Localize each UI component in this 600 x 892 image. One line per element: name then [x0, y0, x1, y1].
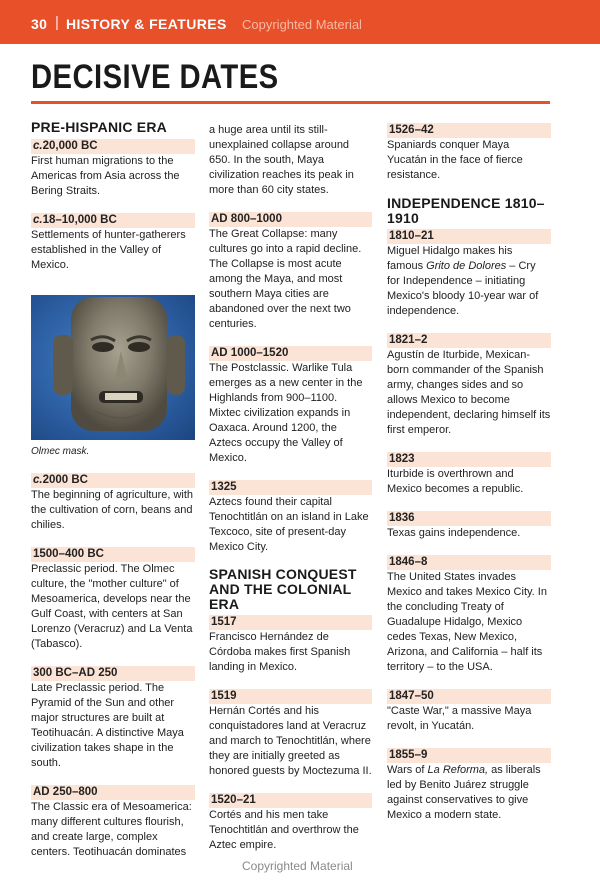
era-heading-independence: INDEPENDENCE 1810–1910: [387, 195, 545, 226]
entry-date-text: 18–10,000 BC: [42, 214, 117, 226]
entry-description: Francisco Hernández de Córdoba makes first Spanish landing in Mexico.: [209, 631, 351, 673]
entry-description-italic: Grito de Dolores: [426, 260, 507, 272]
olmec-mask-photo: [31, 295, 195, 440]
entry-date-text: 2000 BC: [42, 474, 88, 486]
timeline-entry: [387, 452, 551, 497]
watermark-top: Copyrighted Material: [242, 17, 362, 32]
entry-description: Preclassic period. The Olmec culture, the "mother culture" of Mesoamerica, develops near the Gulf Coast, with centers at San Lorenzo (Veracruz) and La Venta (Tabasco).: [31, 563, 193, 650]
entry-date: c.2000 BC: [31, 473, 195, 488]
entry-date: 1520–21: [209, 793, 372, 808]
entry-description: Spaniards conquer Maya Yucatán in the face of fierce resistance.: [387, 139, 523, 181]
entry-date: 1823: [387, 452, 551, 467]
timeline-entry: [387, 229, 551, 319]
entry-description-text: Wars of: [387, 764, 428, 776]
title-rule: [31, 101, 550, 104]
header-separator: |: [55, 14, 59, 31]
entry-date: 1821–2: [387, 333, 551, 348]
timeline-entry: [209, 615, 372, 675]
timeline-entry: [387, 748, 551, 823]
entry-date: 1847–50: [387, 689, 551, 704]
entry-date-text: 20,000 BC: [42, 140, 98, 152]
entry-description-text: as liberals led by Benito Juárez struggle against conservatives to give Mexico a modern state.: [387, 764, 541, 821]
timeline-entry: [387, 511, 551, 541]
entry-description: [387, 763, 551, 823]
timeline-entry: [31, 666, 195, 771]
page-title: DECISIVE DATES: [31, 58, 279, 96]
timeline-entry: [209, 212, 372, 332]
entry-description-italic: La Reforma,: [427, 764, 489, 776]
entry-description: Aztecs found their capital Tenochtitlán on an island in Lake Texcoco, site of present-day Mexico City.: [209, 496, 369, 553]
entry-description: "Caste War," a massive Maya revolt, in Yucatán.: [387, 705, 532, 732]
entry-date: 1846–8: [387, 555, 551, 570]
timeline-entry: [209, 480, 372, 555]
timeline-entry: [31, 473, 195, 533]
entry-date: AD 250–800: [31, 785, 195, 800]
entry-description: Texas gains independence.: [387, 527, 521, 539]
entry-date: 1519: [209, 689, 372, 704]
entry-date: 1855–9: [387, 748, 551, 763]
entry-date: AD 800–1000: [209, 212, 372, 227]
entry-date: AD 1000–1520: [209, 346, 372, 361]
timeline-entry: [209, 793, 372, 853]
entry-date: 1517: [209, 615, 372, 630]
timeline-entry: [387, 555, 551, 675]
timeline-entry: [209, 346, 372, 466]
entry-description: First human migrations to the Americas from Asia across the Bering Straits.: [31, 155, 180, 197]
page-number: 30: [31, 16, 48, 32]
entry-description: The Classic era of Mesoamerica: many different cultures flourish, and create large, complex centers. Teotihuacán dominates: [31, 801, 192, 858]
timeline-entry: [387, 333, 551, 438]
entry-date: c.18–10,000 BC: [31, 213, 195, 228]
entry-description: Iturbide is overthrown and Mexico becomes a republic.: [387, 468, 524, 495]
entry-description: Agustín de Iturbide, Mexican-born commander of the Spanish army, changes sides and so allows Mexico to become independent, declaring himself its first emperor.: [387, 349, 551, 436]
entry-date: 1500–400 BC: [31, 547, 195, 562]
entry-date: 1526–42: [387, 123, 551, 138]
era-heading-spanish-conquest: SPANISH CONQUEST AND THE COLONIAL ERA: [209, 566, 357, 612]
entry-description: Late Preclassic period. The Pyramid of the Sun and other major structures are built at Teotihuacán. A distinctive Maya civilization takes shape in the south.: [31, 682, 184, 769]
entry-description: Hernán Cortés and his conquistadores land at Veracruz and march to Tenochtitlán, where they are initially greeted as honored guests by Moctezuma II.: [209, 705, 372, 777]
entry-description: Cortés and his men take Tenochtitlán and overthrow the Aztec empire.: [209, 809, 359, 851]
timeline-entry: [31, 785, 195, 860]
entry-description: The beginning of agriculture, with the cultivation of corn, beans and chilies.: [31, 489, 194, 531]
section-title: HISTORY & FEATURES: [66, 16, 227, 32]
timeline-entry: [31, 139, 195, 199]
entry-date: 1810–21: [387, 229, 551, 244]
era-heading-pre-hispanic: PRE-HISPANIC ERA: [31, 119, 167, 135]
timeline-entry: [31, 547, 195, 652]
column-3: [387, 120, 551, 823]
timeline-entry: [387, 123, 551, 183]
entry-description-text: – Cry for Independence – initiating Mexico's bloody 10-year war of independence.: [387, 260, 539, 317]
entry-description-text: Miguel Hidalgo makes his famous: [387, 245, 513, 272]
entry-description: [387, 244, 551, 319]
timeline-entry: [209, 689, 372, 779]
watermark-bottom: Copyrighted Material: [242, 859, 353, 873]
entry-date: c.20,000 BC: [31, 139, 195, 154]
column-1: [31, 120, 195, 860]
entry-description: The Great Collapse: many cultures go into a rapid decline. The Collapse is most acute among the Maya, and most southern Maya cities are abandoned over the next two centuries.: [209, 228, 362, 330]
entry-date: 1325: [209, 480, 372, 495]
entry-description: The Postclassic. Warlike Tula emerges as a new center in the Highlands from 900–1100. Mixtec civilization expands in Oaxaca. Around 1200, the Aztecs occupy the Valley of Mexico.: [209, 362, 363, 464]
entry-description: The United States invades Mexico and takes Mexico City. In the concluding Treaty of Guadalupe Hidalgo, Mexico cedes Texas, New Mexico, Arizona, and California – half its territory – to the USA.: [387, 571, 547, 673]
entry-date: 300 BC–AD 250: [31, 666, 195, 681]
entry-date: 1836: [387, 511, 551, 526]
column-2: [209, 120, 372, 853]
olmec-mask-image: [31, 295, 195, 440]
timeline-entry: [387, 689, 551, 734]
photo-caption: Olmec mask.: [31, 446, 90, 457]
continued-description: a huge area until its still-unexplained collapse around 650. In the south, Maya civilization reaches its peak in more than 60 city states.: [209, 124, 354, 196]
timeline-entry: [31, 213, 195, 273]
entry-description: Settlements of hunter-gatherers established in the Valley of Mexico.: [31, 229, 186, 271]
